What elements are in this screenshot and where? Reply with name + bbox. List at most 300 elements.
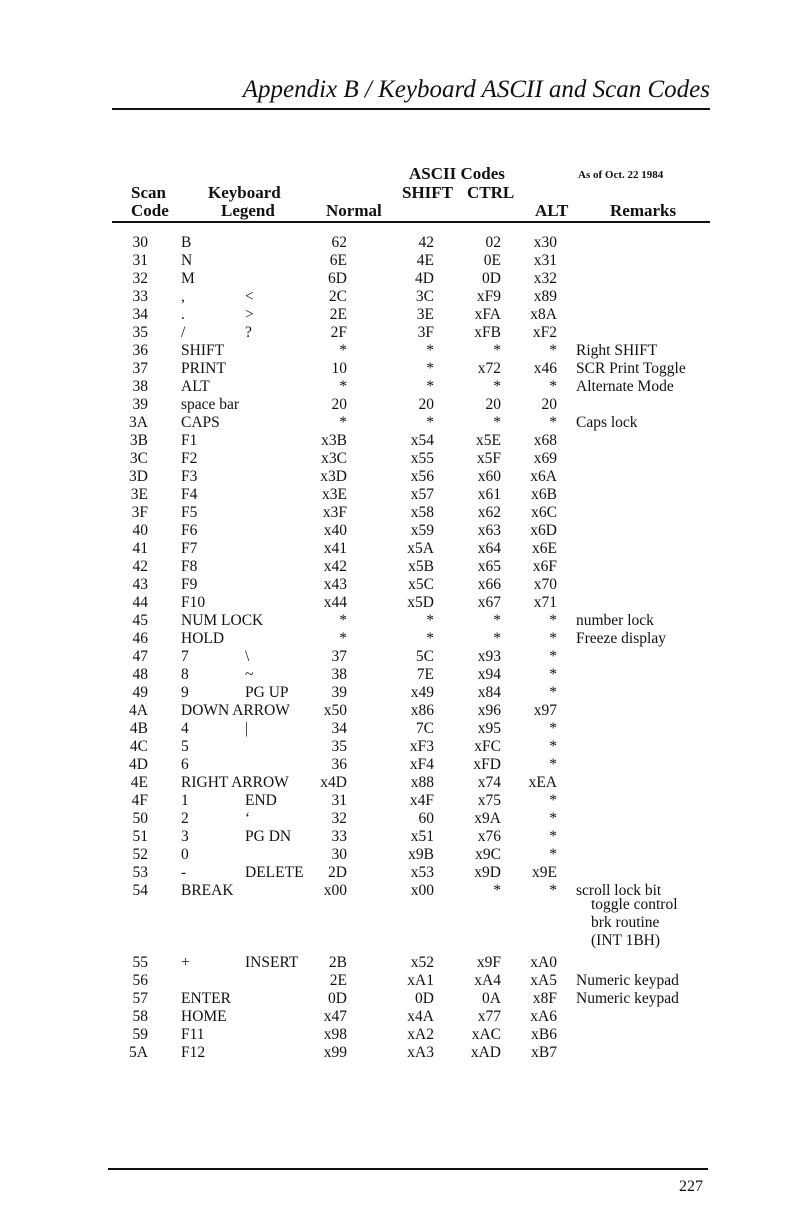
scan-code: 35 (132, 324, 148, 341)
table-row (0, 720, 806, 738)
ctrl-code: x64 (477, 540, 501, 557)
table-row (0, 846, 806, 864)
key-legend-alt: ? (245, 324, 252, 341)
ctrl-code: xFC (474, 738, 501, 755)
alt-code: x89 (533, 288, 557, 305)
alt-code: x68 (533, 432, 557, 449)
ctrl-code: x72 (477, 360, 501, 377)
shift-code: 4E (416, 252, 434, 269)
normal-code: * (339, 414, 347, 431)
alt-code: xB7 (531, 1044, 557, 1061)
alt-code: * (549, 828, 557, 845)
ctrl-code: x96 (477, 702, 501, 719)
alt-code: * (549, 378, 557, 395)
alt-code: * (549, 792, 557, 809)
ctrl-code: x77 (477, 1008, 501, 1025)
shift-code: x57 (410, 486, 434, 503)
footer-rule (108, 1168, 708, 1170)
shift-code: 0D (415, 990, 434, 1007)
alt-code: xA5 (530, 972, 557, 989)
normal-code: 2B (328, 954, 347, 971)
table-row (0, 810, 806, 828)
ctrl-code: 20 (485, 396, 501, 413)
table-row (0, 882, 806, 900)
shift-code: 42 (418, 234, 434, 251)
shift-code: x55 (410, 450, 434, 467)
scan-code: 4F (131, 792, 148, 809)
table-row (0, 648, 806, 666)
table-row (0, 972, 806, 990)
ctrl-code: x62 (477, 504, 501, 521)
shift-code: x56 (410, 468, 434, 485)
scan-code: 31 (132, 252, 148, 269)
key-legend: F9 (181, 576, 198, 593)
scan-code: 3E (130, 486, 148, 503)
alt-code: x8F (532, 990, 557, 1007)
alt-code: * (549, 684, 557, 701)
alt-code: x46 (533, 360, 557, 377)
table-row (0, 684, 806, 702)
table-row (0, 378, 806, 396)
shift-code: * (426, 630, 434, 647)
normal-heading: Normal (326, 201, 382, 220)
table-row (0, 558, 806, 576)
scan-heading-bottom: Code (131, 201, 169, 220)
normal-code: 10 (331, 360, 347, 377)
scan-code: 59 (132, 1026, 148, 1043)
shift-code: 5C (415, 648, 434, 665)
table-row (0, 342, 806, 360)
key-legend: ALT (181, 378, 210, 395)
key-legend: - (181, 864, 187, 881)
ctrl-code: * (493, 378, 501, 395)
key-legend: 3 (181, 828, 189, 845)
key-legend: B (181, 234, 192, 251)
shift-code: xA1 (407, 972, 434, 989)
normal-code: 6D (328, 270, 347, 287)
ctrl-code: x76 (477, 828, 501, 845)
scan-code: 51 (132, 828, 148, 845)
ctrl-code: 0E (483, 252, 501, 269)
normal-code: x47 (323, 1008, 347, 1025)
alt-code: 20 (541, 396, 557, 413)
normal-code: x4D (320, 774, 347, 791)
table-row (0, 522, 806, 540)
header-rule (112, 108, 710, 110)
shift-code: x58 (410, 504, 434, 521)
key-legend: + (181, 954, 190, 971)
key-legend-alt: < (245, 288, 254, 305)
key-legend: 4 (181, 720, 189, 737)
ctrl-code: x9A (474, 810, 501, 827)
scan-code: 3C (129, 450, 148, 467)
ctrl-code: xF9 (476, 288, 501, 305)
ctrl-code: * (493, 342, 501, 359)
key-legend: 9 (181, 684, 189, 701)
scan-code: 4D (129, 756, 148, 773)
shift-code: xA2 (407, 1026, 434, 1043)
ctrl-code: xAC (471, 1026, 501, 1043)
key-legend: F6 (181, 522, 198, 539)
scan-code: 3B (129, 432, 148, 449)
remark: Right SHIFT (576, 342, 658, 359)
shift-code: x49 (410, 684, 434, 701)
ctrl-code: x95 (477, 720, 501, 737)
keyboard-heading-bottom: Legend (221, 201, 275, 220)
alt-code: * (549, 612, 557, 629)
scan-code: 48 (132, 666, 148, 683)
alt-code: * (549, 756, 557, 773)
remark: Alternate Mode (576, 378, 674, 395)
scan-code: 43 (132, 576, 148, 593)
key-legend-alt: INSERT (245, 954, 299, 971)
ctrl-code: * (493, 630, 501, 647)
shift-code: xA3 (407, 1044, 434, 1061)
key-legend: F8 (181, 558, 198, 575)
alt-code: x69 (533, 450, 557, 467)
alt-code: xB6 (531, 1026, 557, 1043)
key-legend: SHIFT (181, 342, 225, 359)
ctrl-heading: CTRL (467, 183, 515, 202)
key-legend-alt: PG DN (245, 828, 292, 845)
ascii-codes-heading: ASCII Codes (409, 164, 505, 183)
ctrl-code: xA4 (474, 972, 501, 989)
remark: Caps lock (576, 414, 638, 431)
key-legend: NUM LOCK (181, 612, 264, 629)
normal-code: 35 (331, 738, 347, 755)
normal-code: x3C (321, 450, 347, 467)
table-row (0, 270, 806, 288)
shift-code: x5C (408, 576, 434, 593)
scan-code: 50 (132, 810, 148, 827)
ctrl-code: xFA (474, 306, 501, 323)
normal-code: 0D (328, 990, 347, 1007)
scan-code: 5A (129, 1044, 148, 1061)
table-row (0, 702, 806, 720)
scan-code: 4A (129, 702, 148, 719)
shift-code: xF3 (409, 738, 434, 755)
scan-code: 52 (132, 846, 148, 863)
key-legend: F11 (181, 1026, 205, 1043)
shift-heading: SHIFT (402, 183, 454, 202)
key-legend-alt: DELETE (245, 864, 304, 881)
key-legend: / (181, 324, 186, 341)
key-legend: CAPS (181, 414, 220, 431)
shift-code: 3E (416, 306, 434, 323)
remark: Numeric keypad (576, 972, 679, 989)
ctrl-code: x60 (477, 468, 501, 485)
table-row (0, 990, 806, 1008)
key-legend: 1 (181, 792, 189, 809)
table-row (0, 504, 806, 522)
key-legend-alt: \ (245, 648, 250, 665)
scan-code: 33 (132, 288, 148, 305)
alt-code: * (549, 738, 557, 755)
scan-code: 3F (131, 504, 148, 521)
table-rule (112, 221, 710, 223)
scan-code: 4E (130, 774, 148, 791)
table-row (0, 864, 806, 882)
alt-code: * (549, 846, 557, 863)
ctrl-code: xAD (470, 1044, 501, 1061)
table-row (0, 1044, 806, 1062)
shift-code: 3F (417, 324, 434, 341)
alt-code: x97 (533, 702, 557, 719)
normal-code: 2C (328, 288, 347, 305)
key-legend: 7 (181, 648, 189, 665)
alt-code: * (549, 414, 557, 431)
shift-code: x52 (410, 954, 434, 971)
scan-code: 58 (132, 1008, 148, 1025)
key-legend: 8 (181, 666, 189, 683)
scan-code: 45 (132, 612, 148, 629)
key-legend-alt: > (245, 306, 254, 323)
table-row (0, 1026, 806, 1044)
key-legend: . (181, 306, 185, 323)
key-legend: BREAK (181, 882, 234, 899)
alt-code: xF2 (532, 324, 557, 341)
shift-code: x4A (407, 1008, 434, 1025)
shift-code: x4F (409, 792, 434, 809)
normal-code: 2E (329, 306, 347, 323)
key-legend: DOWN ARROW (181, 702, 290, 719)
table-row (0, 396, 806, 414)
alt-code: xA0 (530, 954, 557, 971)
table-row (0, 540, 806, 558)
normal-code: 6E (329, 252, 347, 269)
scan-code: 4B (129, 720, 148, 737)
key-legend-alt: | (245, 720, 249, 737)
ctrl-code: x66 (477, 576, 501, 593)
alt-code: x6D (530, 522, 557, 539)
alt-code: x6E (532, 540, 557, 557)
shift-code: xF4 (409, 756, 434, 773)
key-legend: M (181, 270, 195, 287)
remark: Freeze display (576, 630, 666, 647)
key-legend-alt: END (245, 792, 277, 809)
scan-code: 54 (132, 882, 148, 899)
shift-code: x51 (410, 828, 434, 845)
table-row (0, 774, 806, 792)
shift-code: x88 (410, 774, 434, 791)
alt-code: xEA (528, 774, 557, 791)
ctrl-code: * (493, 882, 501, 899)
table-row (0, 756, 806, 774)
key-legend: 0 (181, 846, 189, 863)
normal-code: x40 (323, 522, 347, 539)
table-row (0, 324, 806, 342)
ctrl-code: x67 (477, 594, 501, 611)
table-row (0, 1008, 806, 1026)
table-row (0, 450, 806, 468)
key-legend: 6 (181, 756, 189, 773)
ctrl-code: x75 (477, 792, 501, 809)
scan-code: 4C (129, 738, 148, 755)
table-row (0, 486, 806, 504)
table-row (0, 576, 806, 594)
shift-code: x59 (410, 522, 434, 539)
ctrl-code: x74 (477, 774, 501, 791)
alt-code: xA6 (530, 1008, 557, 1025)
shift-code: 7E (416, 666, 434, 683)
ctrl-code: * (493, 414, 501, 431)
alt-code: * (549, 810, 557, 827)
table-row (0, 306, 806, 324)
table-row (0, 738, 806, 756)
ctrl-code: xFB (474, 324, 501, 341)
alt-code: x71 (533, 594, 557, 611)
normal-code: 2F (330, 324, 347, 341)
key-legend-alt: PG UP (245, 684, 289, 701)
shift-code: * (426, 378, 434, 395)
normal-code: * (339, 378, 347, 395)
key-legend: HOME (181, 1008, 227, 1025)
ctrl-code: x84 (477, 684, 501, 701)
shift-code: 7C (415, 720, 434, 737)
table-row (0, 792, 806, 810)
ctrl-code: 0D (482, 270, 501, 287)
key-legend: F3 (181, 468, 198, 485)
key-legend: 5 (181, 738, 189, 755)
shift-code: x5D (407, 594, 434, 611)
ctrl-code: x9F (476, 954, 501, 971)
alt-code: x6F (532, 558, 557, 575)
normal-code: x42 (323, 558, 347, 575)
ctrl-code: 0A (482, 990, 501, 1007)
break-remark-line-3: brk routine (591, 914, 660, 931)
key-legend: F7 (181, 540, 198, 557)
scan-code: 3A (129, 414, 148, 431)
normal-code: 36 (331, 756, 347, 773)
table-row (0, 414, 806, 432)
scan-code: 56 (132, 972, 148, 989)
key-legend: F2 (181, 450, 198, 467)
normal-code: x50 (323, 702, 347, 719)
alt-code: * (549, 342, 557, 359)
remark: Numeric keypad (576, 990, 679, 1007)
alt-code: * (549, 882, 557, 899)
normal-code: 31 (331, 792, 347, 809)
ctrl-code: xFD (473, 756, 501, 773)
scan-code: 55 (132, 954, 148, 971)
key-legend: space bar (181, 396, 240, 413)
remark: scroll lock bit (576, 882, 662, 899)
table-row (0, 252, 806, 270)
shift-code: 20 (418, 396, 434, 413)
normal-code: 2D (328, 864, 347, 881)
shift-code: * (426, 414, 434, 431)
alt-code: x9E (532, 864, 557, 881)
table-row (0, 594, 806, 612)
table-row (0, 360, 806, 378)
key-legend: F12 (181, 1044, 206, 1061)
table-row (0, 828, 806, 846)
normal-code: 39 (331, 684, 347, 701)
normal-code: 38 (331, 666, 347, 683)
scan-code: 42 (132, 558, 148, 575)
scan-code: 36 (132, 342, 148, 359)
scan-code: 40 (132, 522, 148, 539)
alt-code: x6C (531, 504, 557, 521)
shift-code: x00 (410, 882, 434, 899)
alt-code: x8A (530, 306, 557, 323)
shift-code: * (426, 360, 434, 377)
shift-code: 60 (418, 810, 434, 827)
key-legend: PRINT (181, 360, 226, 377)
alt-code: * (549, 666, 557, 683)
scan-code: 32 (132, 270, 148, 287)
alt-code: x31 (533, 252, 557, 269)
ctrl-code: x5F (476, 450, 501, 467)
shift-code: x53 (410, 864, 434, 881)
key-legend: F10 (181, 594, 206, 611)
alt-heading: ALT (535, 201, 569, 220)
remark: number lock (576, 612, 654, 629)
scan-code: 46 (132, 630, 148, 647)
page-number: 227 (679, 1178, 703, 1195)
ctrl-code: x9C (475, 846, 501, 863)
alt-code: x6B (531, 486, 557, 503)
ctrl-code: x61 (477, 486, 501, 503)
scan-code: 53 (132, 864, 148, 881)
normal-code: x3F (322, 504, 347, 521)
ctrl-code: x93 (477, 648, 501, 665)
alt-code: * (549, 648, 557, 665)
ctrl-code: * (493, 612, 501, 629)
key-legend: F1 (181, 432, 198, 449)
key-legend-alt: ~ (245, 666, 254, 683)
scan-code: 44 (132, 594, 148, 611)
key-legend: N (181, 252, 193, 269)
normal-code: x3B (321, 432, 347, 449)
shift-code: x54 (410, 432, 434, 449)
key-legend: F4 (181, 486, 198, 503)
shift-code: x9B (408, 846, 434, 863)
key-legend: , (181, 288, 185, 305)
normal-code: * (339, 630, 347, 647)
shift-code: * (426, 612, 434, 629)
scan-heading-top: Scan (131, 183, 166, 202)
scan-code: 47 (132, 648, 148, 665)
ctrl-code: x63 (477, 522, 501, 539)
normal-code: x99 (323, 1044, 347, 1061)
normal-code: 33 (331, 828, 347, 845)
remarks-heading: Remarks (610, 201, 677, 220)
table-row (0, 432, 806, 450)
scan-code: 49 (132, 684, 148, 701)
scan-code: 3D (129, 468, 148, 485)
normal-code: 32 (331, 810, 347, 827)
normal-code: 62 (331, 234, 347, 251)
normal-code: 34 (331, 720, 347, 737)
shift-code: * (426, 342, 434, 359)
normal-code: x98 (323, 1026, 347, 1043)
key-legend: 2 (181, 810, 189, 827)
key-legend: ENTER (181, 990, 231, 1007)
normal-code: x41 (323, 540, 347, 557)
alt-code: * (549, 720, 557, 737)
scan-code: 39 (132, 396, 148, 413)
running-title: Appendix B / Keyboard ASCII and Scan Codes (242, 76, 710, 103)
shift-code: 3C (415, 288, 434, 305)
as-of-date: As of Oct. 22 1984 (578, 169, 664, 181)
key-legend: F5 (181, 504, 198, 521)
normal-code: x43 (323, 576, 347, 593)
shift-code: x5A (407, 540, 434, 557)
alt-code: x30 (533, 234, 557, 251)
table-row (0, 630, 806, 648)
scan-code: 30 (132, 234, 148, 251)
